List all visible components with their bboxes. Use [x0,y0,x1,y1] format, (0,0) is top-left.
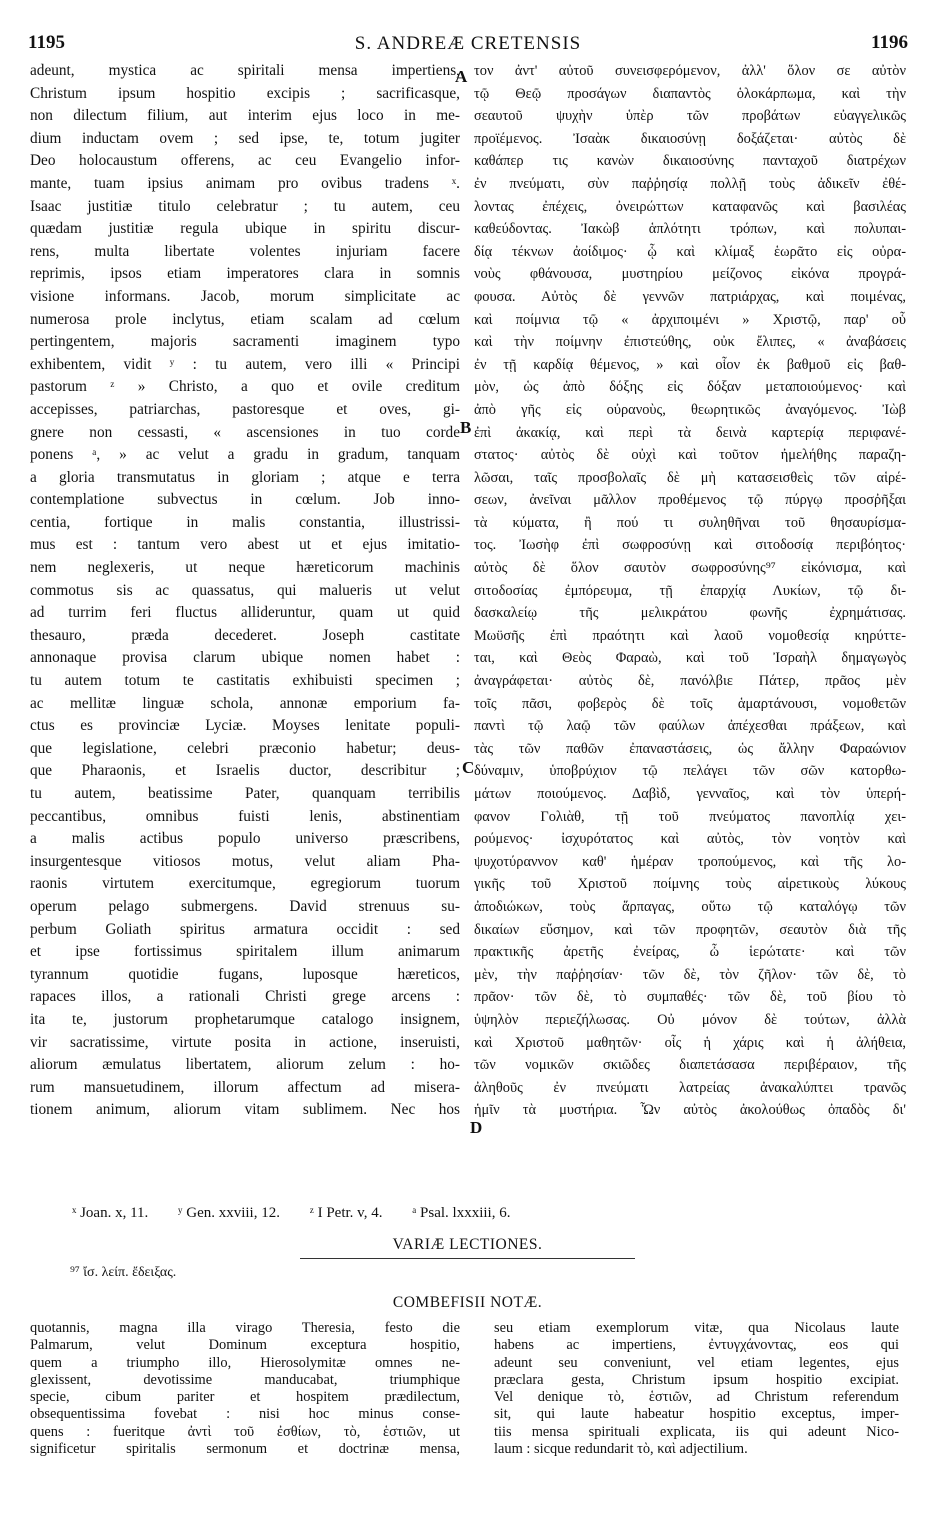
section-marker-a: A [455,67,468,86]
text-line: et ipse fortissimus spiritalem illum animarum [30,943,460,961]
text-line: a malis actibus populo universo præscribens, [30,830,460,848]
text-line: ἀληθοῦς ἐν πνεύματι λατρείας ἀνακαλύπτει τρανῶς [474,1079,906,1096]
text-line: δασκαλείῳ τῆς μελικράτου φωνῆς ἐχρημάτισας. [474,605,906,622]
text-line: reprimis, ipsos etiam imperatores clara in somnis [30,265,460,283]
text-line: τῷ Θεῷ προσάγων διαπαντὸς ὁλοκάρπωμα, καὶ τὴν [474,85,906,102]
reference-item: ᵃ Psal. lxxxiii, 6. [412,1205,511,1221]
running-title: S. ANDREÆ CRETENSIS [354,33,582,54]
text-line: pastorum ᶻ » Christo, a quo et ovile creditum [30,378,460,396]
scripture-references [72,1205,832,1222]
text-line: ἀποδιώκων, τοὺς ἅρπαγας, οὕτω τῷ καταλόγῳ τῶν [474,898,906,915]
text-line: ctus es provinciæ Lyciæ. Moyses lenitate populi- [30,717,460,735]
text-line: Vel denique τὸ, ἑστιῶν, ad Christum referendum [494,1389,899,1406]
text-line: perbum Goliath spiritus armatura occidit : sed [30,920,460,938]
text-line: μάτων ποιούμενος. Δαβὶδ, γενναῖος, καὶ τὸν ὑπερή- [474,786,906,802]
text-line: φουσα. Αὐτὸς δὲ γεννῶν πατριάρχας, καὶ ποιμένας, [474,288,906,305]
text-line: καὶ τὴν ποίμνην ἐπιστεύθης, οὐκ ἔλιπες, « ἀναβάσεις [474,334,906,351]
reference-item: ᶻ I Petr. v, 4. [309,1205,383,1221]
text-line: σιτοδοσίας ἐμπόρευμα, τῇ ἐπαρχίᾳ Λυκίων, τῷ δι- [474,582,906,599]
notes-left-column [30,1320,460,1458]
page-number-left: 1195 [28,32,65,53]
notes-heading: COMBEFISII NOTÆ. [392,1294,543,1311]
text-line: τον ἀντ' αὐτοῦ συνεισφερόμενον, ἀλλ' ὅλον σε αὐτὸν [474,63,906,79]
greek-column [474,60,906,1122]
text-line: numerosa prole inclytus, etiam scalam ad cœlum [30,310,460,328]
text-line: ἐν τῇ καρδίᾳ θέμενος, » καὶ οἷον ἐκ βαθμοῦ εἰς βαθ- [474,356,906,373]
text-line: δικαίων εὔσημον, καὶ τῶν προφητῶν, σεαυτὸν διὰ τῆς [474,921,906,938]
text-line: ὑψηλὸν περιεζήλωσας. Οὐ μόνον δὲ τούτων, ἀλλὰ [474,1011,906,1028]
text-line: peccantibus, omnibus fuisti lenis, abstinentiam [30,807,460,825]
text-line: αὐτὸς δὲ ὅλον σαυτὸν σωφροσύνης⁹⁷ εἰκόνισμα, καὶ [474,560,906,577]
text-line: νοὺς φθάνουσα, μυστηρίου μείζονος εἰκόνα προγρά- [474,266,906,283]
text-line: τοῖς πᾶσι, φοβερὸς δὲ τοῖς ἁμαρτάνουσι, νομοθετῶν [474,695,906,712]
text-line: τὰ κύματα, ἢ πού τι συληθῆναι τοῦ θησαυρίσμα- [474,514,906,531]
reference-item: ˣ Joan. x, 11. [72,1205,149,1221]
text-line: ψυχοτύραννον καθ' ἡμέραν τροπούμενος, καὶ τῆς λο- [474,853,906,870]
text-line: que legislatione, celebri præconio habetur; deus- [30,739,460,757]
text-line: annonaque provisa clarum ubique nomen habet : [30,649,460,667]
text-line: tiis mensa spirituali explicata, iis qui adeunt Nico- [494,1423,899,1440]
text-line: ἀπὸ γῆς εἰς οὐρανοὺς, θεωρητικῶς ἀναγόμενος. Ἰὼβ [474,401,906,418]
text-line: Isaac justitiæ titulo celebratur ; tu autem, ceu [30,197,460,215]
text-line: Deo holocaustum offerens, ac ceu Evangelio infor- [30,152,460,170]
text-line: tu autem totum te castitatis exhibuisti specimen ; [30,672,460,690]
section-marker-c: C [462,758,475,777]
reference-item: ʸ Gen. xxviii, 12. [178,1205,280,1221]
text-line: tionem animum, aliorum vitam sublimem. Nec hos [30,1101,460,1119]
text-line: contemplatione subvectus in cœlum. Job inno- [30,491,460,509]
text-line: λῶσαι, ταῖς προσβολαῖς δὲ μὴ κατασεισθεὶς τῶν αἱρέ- [474,469,906,486]
text-line: τῶν νομικῶν σκιῶδες διαπετάσασα περιβέραιον, τῆς [474,1057,906,1074]
text-line: quædam justitiæ regula ubique in spiritu discur- [30,220,460,238]
text-line: nem neglexeris, ut neque hæreticorum machinis [30,559,460,577]
text-line: καὶ Χριστοῦ μαθητῶν· οἷς ἡ χάρις καὶ ἡ ἀλήθεια, [474,1034,906,1051]
latin-column [30,60,460,1122]
text-line: a gloria transmutatus in gloriam ; atque e terra [30,468,460,486]
text-line: τὰς τῶν παθῶν ἐπαναστάσεις, ὡς ἄλλην Φαραώνιον [474,740,906,757]
text-line: μὸν, ὡς ἀπὸ δόξης εἰς δόξαν μεταποιούμενος· καὶ [474,379,906,396]
text-line: πρακτικῆς ἀρετῆς ἐνείρας, ὦ ἱερώτατε· καὶ τῶν [474,944,906,961]
text-line: quens : fueritque ἀντὶ τοῦ ἐσθίων, τὸ, ἑστιῶν, ut [30,1423,460,1440]
text-line: ponens ᵃ, » ac velut a gradu in gradum, tanquam [30,446,460,464]
text-line: significetur spiritalis sermonum et doctrinæ mensa, [30,1441,460,1458]
section-marker-d: D [470,1118,483,1137]
text-line: thesauro, præda decederet. Joseph castitate [30,626,460,644]
text-line: Μωϋσῆς ἐπὶ πραότητι καὶ λαοῦ νομοθεσίᾳ κηρύττε- [474,627,906,644]
text-line: σεων, ἀνεῖναι μᾶλλον προθέμενος τῷ πύργῳ προσῤῆξαι [474,492,906,509]
text-line: dium inductam ovem ; sed ipse, te, totum jugiter [30,129,460,147]
text-line: commotus sis ac quassatus, qui malueris ut velut [30,581,460,599]
text-line: specie, cibum pariter et hospitem prædilectum, [30,1389,460,1406]
text-line: ad turrim feri fluctus allideruntur, quam ut quid [30,604,460,622]
text-line: adeunt seu conveniunt, vel etiam legentes, ejus [494,1354,899,1371]
text-line: sit, qui laute habeatur hospitio exceptus, imper- [494,1406,899,1423]
text-line: καθάπερ τις κανὼν δικαιοσύνης πανταχοῦ διατρέχων [474,153,906,170]
text-line: ita te, justorum prophetarumque catalogo insignem, [30,1010,460,1028]
text-line: operum pelago submergens. David strenuus su- [30,897,460,915]
text-line: δίᾳ τέκνων ἀοίδιμος· ᾧ καὶ κλίμαξ ἑωρᾶτο εἰς οὐρα- [474,243,906,260]
text-line: glexissent, devotissime manducabat, triumphique [30,1371,460,1388]
text-line: pertingentem, majoris sacramenti imaginem typo [30,333,460,351]
text-line: προϊέμενος. Ἰσαὰκ δικαιοσύνῃ δοξάζεται· αὐτὸς δὲ [474,130,906,147]
text-line: τος. Ἰωσὴφ ἐπὶ σωφροσύνῃ καὶ σιτοδοσίᾳ περιβόητος· [474,537,906,554]
text-line: aliorum æmulatus libertatem, aliorum zelum : ho- [30,1056,460,1074]
variant-reading: ⁹⁷ ἴσ. λείπ. ἔδειξας. [70,1265,177,1280]
text-line: rens, multa libertate volentes injuriam facere [30,242,460,260]
text-line: Christum ipsum hospitio excipis ; sacrificasque, [30,84,460,102]
text-line: accepisses, patriarchas, pastoresque et oves, gi- [30,400,460,418]
text-line: μὲν, τὴν παῤῥησίαν· τῶν δὲ, τὸν ζῆλον· τῶν δὲ, τὸ [474,966,906,983]
text-line: præclara gesta, Christum ipsum hospitio excipiat. [494,1371,899,1388]
text-line: quotannis, magna illa virago Theresia, festo die [30,1320,460,1336]
page-header [28,30,908,60]
text-line: δύναμιν, ὑποβρύχιον τῷ πελάγει τῶν σῶν κατορθω- [474,763,906,780]
text-line: raonis virtutem exercitumque, egregiorum tuorum [30,875,460,893]
text-line: mante, tuam ipsius animam pro ovibus tradens ˣ. [30,174,460,192]
text-line: insurgentesque vitiosos motus, velut aliam Pha- [30,852,460,870]
text-line: ἀναγράφεται· αὐτὸς δὲ, πανόλβιε Πάτερ, πρᾶος μὲν [474,673,906,690]
text-line: seu etiam exemplorum vitæ, qua Nicolaus laute [494,1320,899,1336]
text-line: visione informans. Jacob, morum simplicitate ac [30,287,460,305]
text-line: obsequentissima fovebat : nisi hoc minus conse- [30,1406,460,1423]
text-line: centia, fortique in malis constantia, illustrissi- [30,513,460,531]
text-line: φανον Γολιὰθ, τῇ τοῦ πνεύματος πανοπλίᾳ χει- [474,808,906,825]
notes-right-column [494,1320,899,1458]
text-line: στατος· αὐτὸς δὲ οὐχὶ καὶ τοῦτον ἠμελήθης παραζη- [474,447,906,464]
text-line: ἐν πνεύματι, σὺν παῤῥησίᾳ πολλῇ τοὺς ἀδικεῖν ἐθέ- [474,175,906,192]
text-line: καθεύδοντας. Ἰακὼβ ἁπλότητι τρόπων, καὶ πολυπαι- [474,221,906,238]
text-line: mus est : tantum vero abest ut et ejus imitatio- [30,536,460,554]
section-divider [300,1258,635,1259]
text-line: que Pharaonis, et Israelis ductor, describitur ; [30,762,460,780]
text-line: tyrannum quotidie fugans, luposque hæreticos, [30,965,460,983]
text-line: παντὶ τῷ λαῷ τῶν φαύλων ἀπέχεσθαι πράξεων, καὶ [474,718,906,735]
text-line: ac mellitæ linguæ schola, annonæ emporium fa- [30,694,460,712]
text-line: ἡμῖν τὰ μυστήρια. Ὧν αὐτὸς ἀκολούθως ὀπαδὸς δι' [474,1102,906,1119]
text-line: rum mansuetudinem, illorum affectum ad misera- [30,1078,460,1096]
text-line: exhibentem, vidit ʸ : tu autem, vero illi « Principi [30,355,460,373]
text-line: πρᾶον· τῶν δὲ, τὸ συμπαθές· τῶν δὲ, τοῦ βίου τὸ [474,989,906,1006]
text-line: gnere non cessasti, « ascensiones in tuo corde [30,423,460,441]
text-line: καὶ ποίμνια τῷ « ἀρχιποιμένι » Χριστῷ, παρ' οὗ [474,311,906,328]
text-line: tu autem, beatissime Pater, quanquam terribilis [30,785,460,802]
text-line: vir sacratissime, virtute posita in actione, inseruisti, [30,1033,460,1051]
page-number-right: 1196 [871,32,908,53]
text-line: quem a triumpho illo, Hierosolymitæ omnes ne- [30,1354,460,1371]
text-line: ἐπὶ ἀκακίᾳ, καὶ περὶ τὰ δεινὰ καρτερίᾳ περιφανέ- [474,424,906,441]
text-line: λοντας ἐπέχεις, ὀνειρώττων καταφανῶς καὶ βασιλέας [474,198,906,215]
text-line: rapaces illos, a rationali Christi grege arcens : [30,988,460,1006]
section-marker-b: B [460,418,472,437]
text-line: σεαυτοῦ ψυχὴν ὑπὲρ τῶν προβάτων εὐαγγελικῶς [474,108,906,125]
text-line: ται, καὶ Θεὸς Φαραὼ, καὶ τοῦ Ἰσραὴλ δημαγωγὸς [474,650,906,667]
text-line: γικῆς τοῦ Χριστοῦ ποίμνης τοὺς αἱρετικοὺς λύκους [474,876,906,893]
text-line: adeunt, mystica ac spiritali mensa impertiens, [30,62,460,79]
text-line: habens ac impertiens, ἐντυγχάνοντας, eos qui [494,1337,899,1354]
variae-lectiones-heading: VARIÆ LECTIONES. [392,1236,543,1253]
text-line: non dilectum filium, aut interim ejus loco in me- [30,107,460,125]
text-line: ρούμενος· ἰσχυρότατος καὶ αὐτὸς, τὸν νοητὸν καὶ [474,831,906,848]
text-line: Palmarum, velut Dominum exceptura hospitio, [30,1337,460,1354]
text-line: laum : sicque redundarit τὸ, καὶ adjectilium. [494,1441,748,1458]
